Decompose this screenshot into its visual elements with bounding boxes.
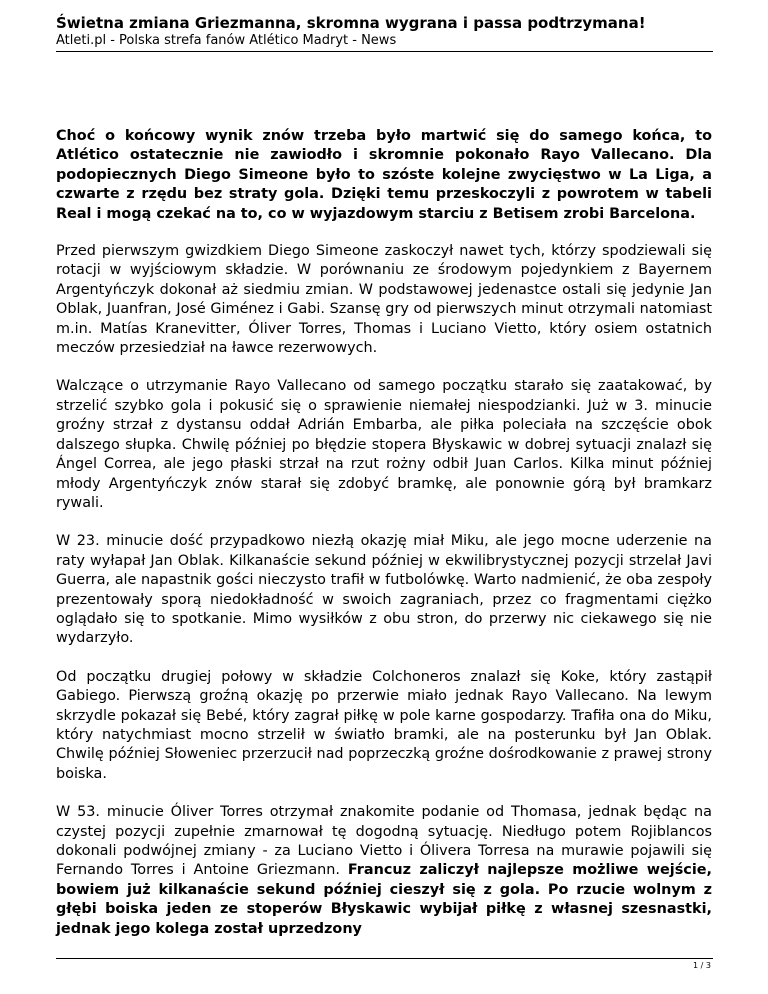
article-paragraph: Walczące o utrzymanie Rayo Vallecano od samego początku starało się zaatakować, by strzelić szybko gola i pokusić się o sprawienie niemałej niespodzianki. Już w 3. minucie groźny strzał z dystansu oddał Adrián Embarba, ale piłka poleciała na szczęście obok dalszego słupka. Chwilę później po błędzie stopera Błyskawic w dobrej sytuacji znalazł się Ángel Correa, ale jego płaski strzał na rzut rożny odbił Juan Carlos. Kilka minut później młody Argentyńczyk znów starał się zdobyć bramkę, ale ponownie górą był bramkarz rywali. [56,378,712,511]
footer-divider [56,958,713,959]
article-paragraph-mixed [56,803,712,939]
article-body [56,127,712,958]
article-paragraph: W 23. minucie dość przypadkowo niezłą okazję miał Miku, ale jego mocne uderzenie na raty wyłapał Jan Oblak. Kilkanaście sekund później w ekwilibrystycznej pozycji strzelał Javi Guerra, ale napastnik gości nieczysto trafił w futbolówkę. Warto nadmienić, że oba zespoły prezentowały sporą niedokładność w swoich zagraniach, przez co fragmentami ciężko oglądało się to spotkanie. Mimo wysiłków z obu stron, do przerwy nic ciekawego się nie wydarzyło. [56,533,712,647]
article-paragraph: Od początku drugiej połowy w składzie Colchoneros znalazł się Koke, który zastąpił Gabiego. Pierwszą groźną okazję po przerwie miało jednak Rayo Vallecano. Na lewym skrzydle pokazał się Bebé, który zagrał piłkę w pole karne gospodarzy. Trafiła ona do Miku, który natychmiast mocno strzelił w światło bramki, ale na posterunku był Jan Oblak. Chwilę później Słoweniec przerzucił nad poprzeczką groźne dośrodkowanie z prawej strony boiska. [56,668,712,782]
page-number: 1 / 3 [693,961,711,970]
article-paragraph: Przed pierwszym gwizdkiem Diego Simeone zaskoczył nawet tych, którzy spodziewali się rotacji w wyjściowym składzie. W porównaniu ze środowym pojedynkiem z Bayernem Argentyńczyk dokonał aż siedmiu zmian. W podstawowej jedenastce ostali się jedynie Jan Oblak, Juanfran, José Giménez i Gabi. Szansę gry od pierwszych minut otrzymali natomiast m.in. Matías Kranevitter, Óliver Torres, Thomas i Luciano Vietto, który osiem ostatnich meczów przesiedział na ławce rezerwowych. [56,243,712,357]
site-subtitle: Atleti.pl - Polska strefa fanów Atlético Madryt - News [56,33,397,48]
paragraph-bold-text: Francuz zaliczył najlepsze możliwe wejście, bowiem już kilkanaście sekund później cieszył się z gola. Po rzucie wolnym z głębi boiska jeden ze stoperów Błyskawic wybijał piłkę z własnej szesnastki, jednak jego kolega został uprzedzony [56,862,712,937]
article-lead: Choć o końcowy wynik znów trzeba było martwić się do samego końca, to Atlético ostatecznie nie zawiodło i skromnie pokonało Rayo Vallecano. Dla podopiecznych Diego Simeone było to szóste kolejne zwycięstwo w La Liga, a czwarte z rzędu bez straty gola. Dzięki temu przeskoczyli z powrotem w tabeli Real i mogą czekać na to, co w wyjazdowym starciu z Betisem zrobi Barcelona. [56,128,712,222]
paragraph-regular-text: W 53. minucie Óliver Torres otrzymał znakomite podanie od Thomasa, jednak będąc na czystej pozycji zupełnie zmarnował tę dogodną sytuację. Niedługo potem Rojiblancos dokonali podwójnej zmiany - za Luciano Vietto i Ólivera Torresa na murawie pojawili się Fernando Torres i Antoine Griezmann. [56,804,712,879]
page-header [56,14,712,49]
article-title: Świetna zmiana Griezmanna, skromna wygrana i passa podtrzymana! [56,14,646,32]
header-divider [56,51,713,52]
